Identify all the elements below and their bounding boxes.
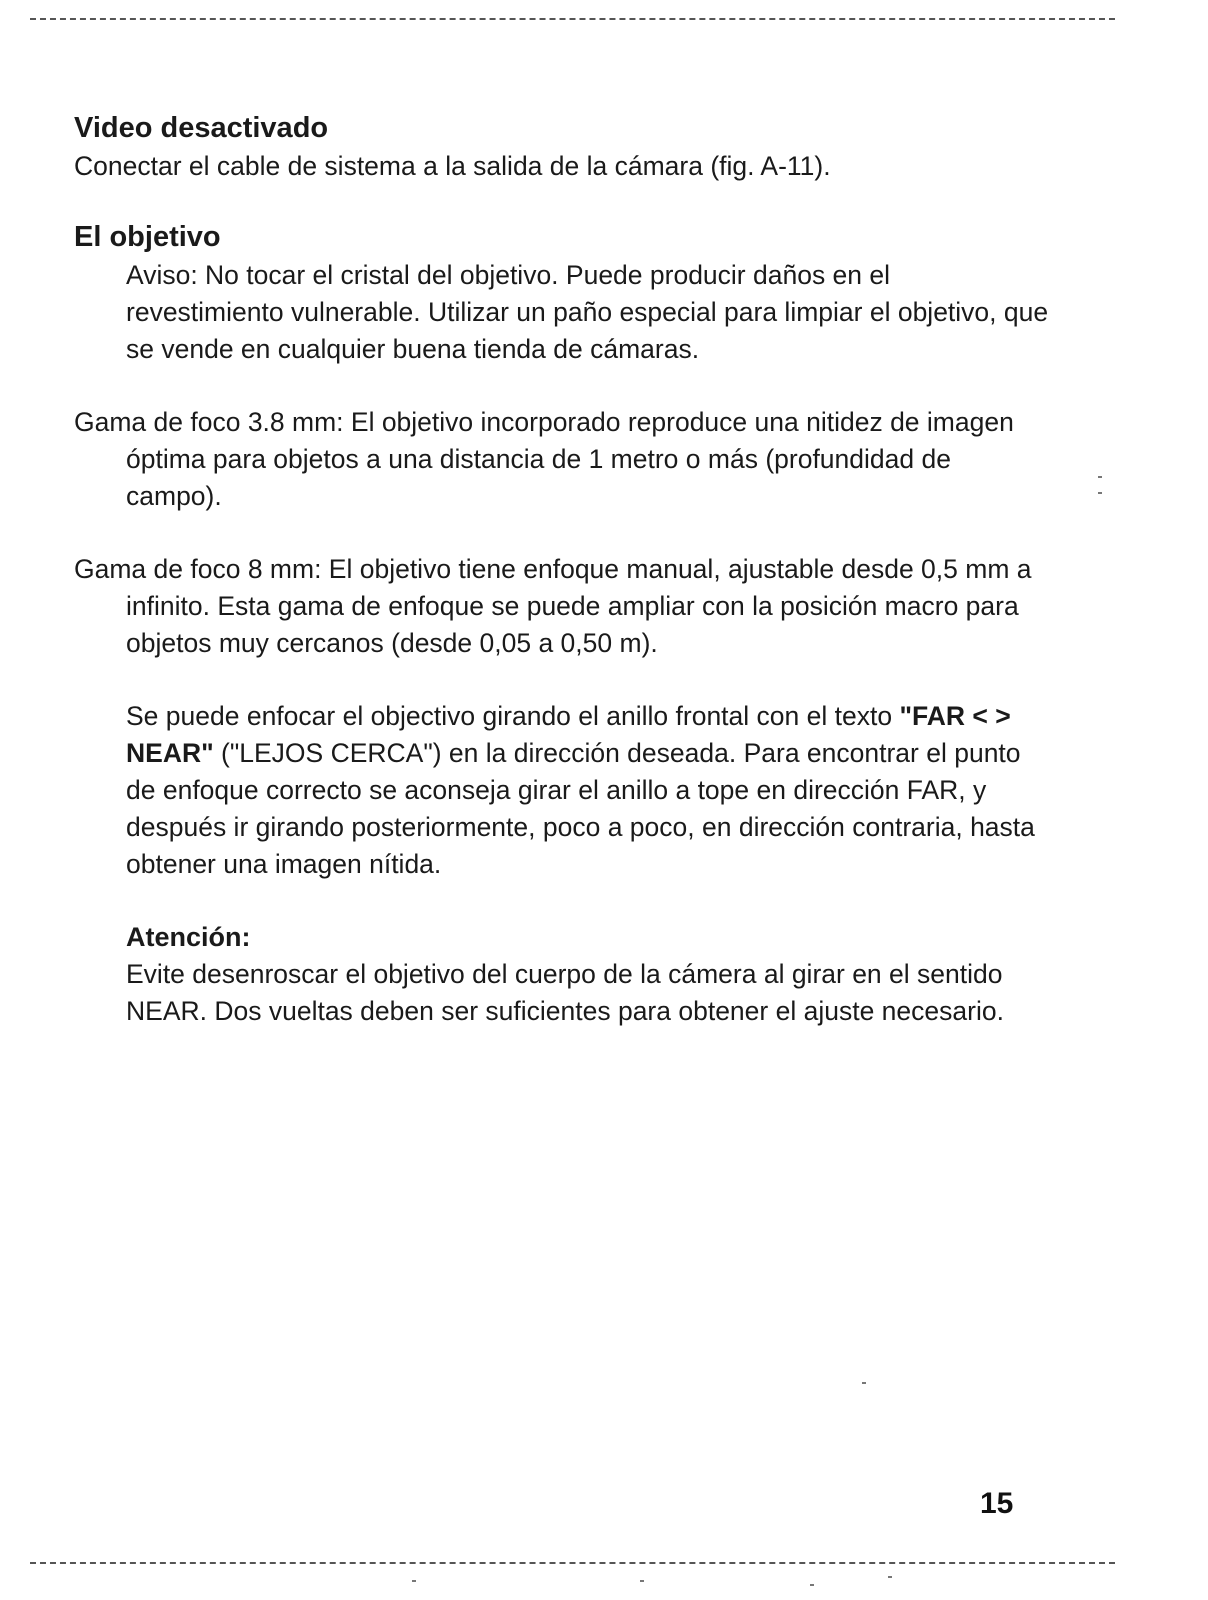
scan-speck xyxy=(862,1382,866,1384)
scan-speck xyxy=(1098,476,1102,478)
scan-speck xyxy=(810,1584,814,1586)
video-body-text: Conectar el cable de sistema a la salida de la cámara (fig. A-11). xyxy=(74,151,831,181)
gama-foco-38-paragraph: Gama de foco 3.8 mm: El objetivo incorporado reproduce una nitidez de imagen óptima para objetos a una distancia de 1 metro o más (profundidad de campo). xyxy=(74,407,1014,511)
enfocar-intro-text: Se puede enfocar el objectivo girando el anillo frontal con el texto xyxy=(126,701,893,731)
far-near-label: "FAR < > NEAR" xyxy=(126,701,1011,768)
heading-el-objetivo: El objetivo xyxy=(74,221,221,253)
page-content xyxy=(74,108,1054,1030)
scan-speck xyxy=(888,1576,892,1578)
atencion-body-text: Evite desenroscar el objetivo del cuerpo de la cámera al girar en el sentido NEAR. Dos vueltas deben ser suficientes para obtener el ajuste necesario. xyxy=(126,959,1004,1026)
scan-speck xyxy=(640,1580,644,1582)
scan-speck xyxy=(1098,492,1102,494)
enfocar-paragraph xyxy=(74,698,1054,883)
scan-border-top xyxy=(30,18,1115,20)
page-number: 15 xyxy=(980,1487,1014,1520)
gama-foco-8-paragraph: Gama de foco 8 mm: El objetivo tiene enfoque manual, ajustable desde 0,5 mm a infinito. Esta gama de enfoque se puede ampliar con la posición macro para objetos muy cercanos (desde 0,05 a 0,50 m). xyxy=(74,554,1032,658)
enfocar-rest-text: ("LEJOS CERCA") en la dirección deseada. Para encontrar el punto de enfoque correcto se aconseja girar el anillo a tope en dirección FAR, y después ir girando posteriormente, poco a poco, en dirección contraria, hasta obtener una imagen nítida. xyxy=(126,738,1035,879)
scan-speck xyxy=(412,1580,416,1582)
scan-border-bottom xyxy=(30,1562,1115,1564)
aviso-paragraph: Aviso: No tocar el cristal del objetivo. Puede producir daños en el revestimiento vulnerable. Utilizar un paño especial para limpiar el objetivo, que se vende en cualquier buena tienda de cámaras. xyxy=(126,260,1049,364)
heading-video-desactivado: Video desactivado xyxy=(74,112,329,144)
atencion-heading: Atención: xyxy=(126,922,251,952)
